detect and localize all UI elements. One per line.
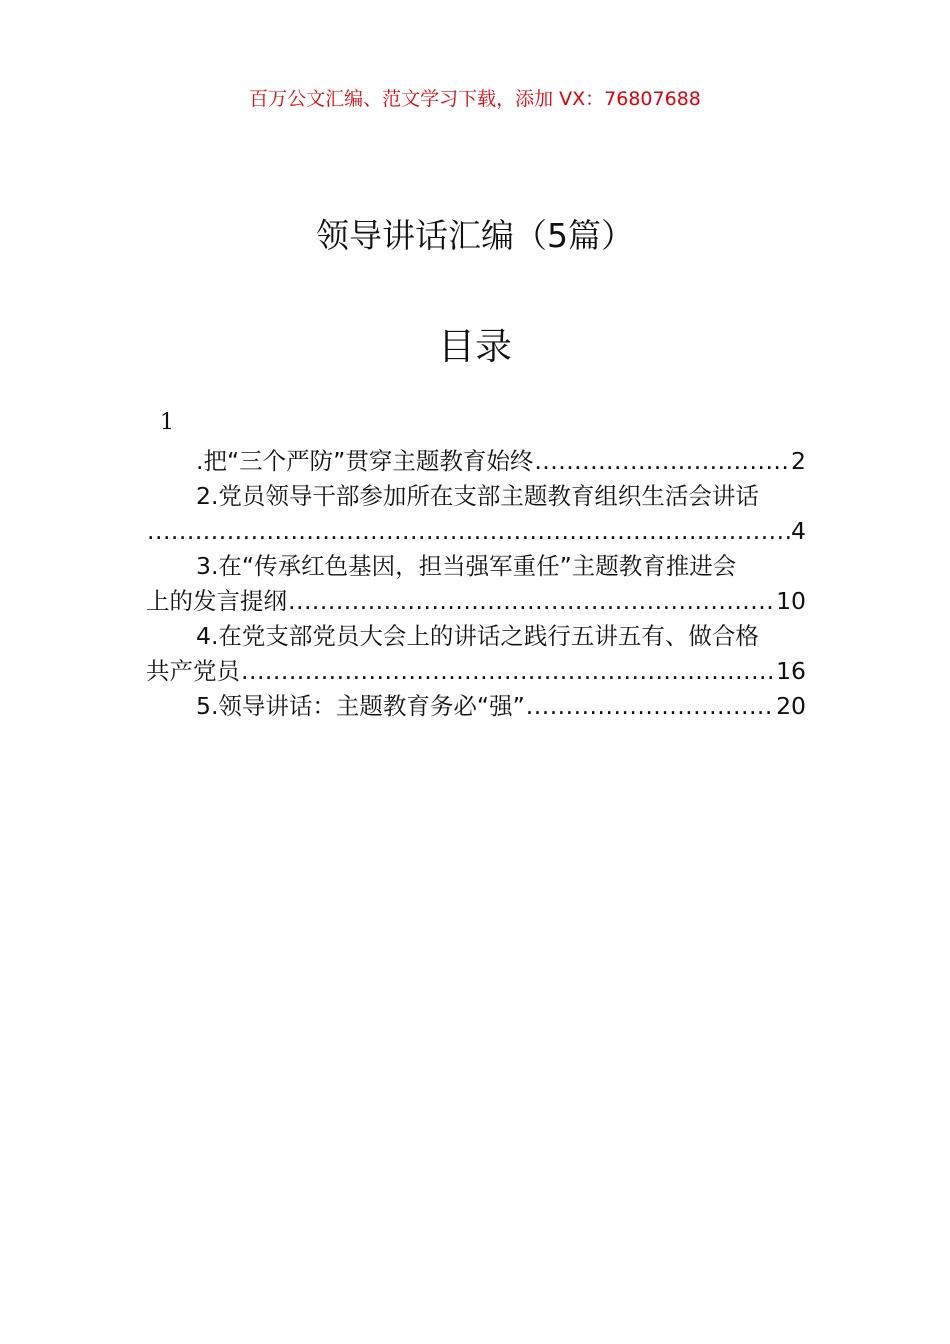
toc-entry-4[interactable]: [146, 619, 806, 654]
toc-entry-5[interactable]: [146, 689, 806, 724]
document-title: 领导讲话汇编（5篇）: [316, 216, 634, 255]
toc-entry-3-continued[interactable]: [146, 584, 806, 619]
toc-entry-title: 5.领导讲话：主题教育务必“强”: [196, 692, 525, 720]
toc-entry-2[interactable]: [146, 479, 806, 514]
toc-entry-title: .把“三个严防”贯穿主题教育始终: [196, 447, 534, 475]
watermark-banner: 百万公文汇编、范文学习下载，添加 VX：76807688: [249, 88, 701, 110]
toc-entry-page: 16: [776, 657, 806, 685]
toc-entry-title: 2.党员领导干部参加所在支部主题教育组织生活会讲话: [196, 482, 759, 510]
toc-entry-title-continued: 共产党员: [146, 657, 240, 685]
toc-entry-1[interactable]: [146, 444, 806, 479]
toc-index-number: 1: [160, 410, 174, 435]
toc-leader-dots: [288, 584, 775, 619]
toc-entry-page: 2: [791, 447, 806, 475]
toc-entry-2-leader[interactable]: [146, 514, 806, 549]
toc-entry-title: 3.在“传承红色基因，担当强军重任”主题教育推进会: [196, 552, 737, 580]
toc-leader-dots: [147, 514, 790, 549]
toc-entry-3[interactable]: [146, 549, 806, 584]
toc-entry-page: 10: [776, 587, 806, 615]
toc-leader-dots: [534, 444, 790, 479]
toc-heading: 目录: [438, 325, 512, 368]
toc-entry-page: 4: [791, 517, 806, 545]
toc-entry-page: 20: [776, 692, 806, 720]
toc-entry-title: 4.在党支部党员大会上的讲话之践行五讲五有、做合格: [196, 622, 759, 650]
toc-leader-dots: [526, 689, 775, 724]
toc-entry-4-continued[interactable]: [146, 654, 806, 689]
table-of-contents: [146, 444, 806, 724]
toc-leader-dots: [241, 654, 775, 689]
toc-entry-title-continued: 上的发言提纲: [146, 587, 287, 615]
